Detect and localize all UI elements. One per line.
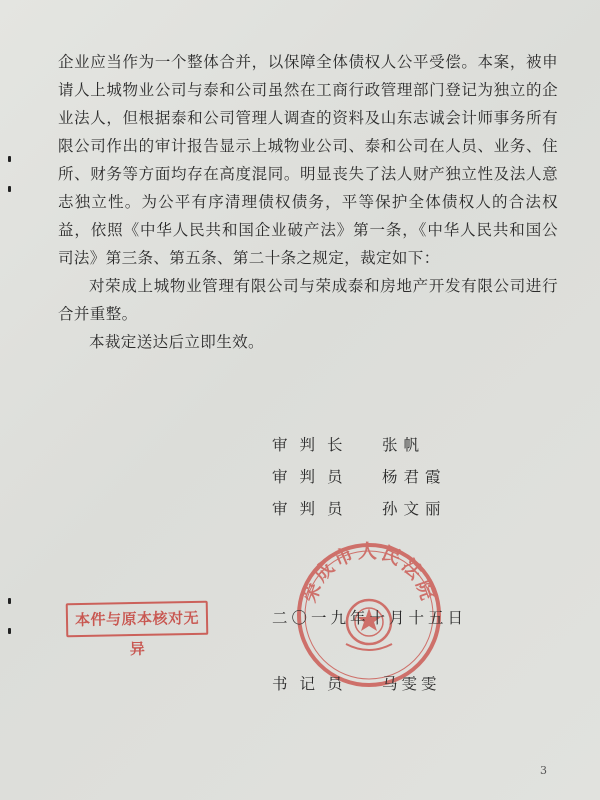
ruling-decision: 对荣成上城物业管理有限公司与荣成泰和房地产开发有限公司进行合并重整。 [58, 277, 558, 323]
signature-line [272, 434, 472, 456]
clerk-role: 书记员 [272, 675, 355, 693]
svg-text:荣成市人民法院 [298, 541, 441, 606]
ruling-body [58, 48, 558, 356]
seal-text: 荣成市人民法院 [298, 540, 440, 606]
signature-name: 杨君霞 [382, 468, 447, 486]
signature-line [272, 498, 472, 520]
certified-copy-stamp: 本件与原本核对无异 [66, 601, 209, 637]
signature-role: 审判员 [272, 500, 355, 518]
ruling-effect: 本裁定送达后立即生效。 [89, 333, 264, 351]
binding-hole-mark [8, 628, 11, 634]
binding-hole-mark [8, 156, 11, 162]
binding-hole-mark [8, 598, 11, 604]
clerk-name: 马雯雯 [382, 675, 441, 693]
signature-name: 孙文丽 [382, 500, 447, 518]
signature-line [272, 466, 472, 488]
signature-role: 审判长 [272, 436, 355, 454]
signature-role: 审判员 [272, 468, 355, 486]
signature-name: 张帆 [382, 436, 426, 454]
ruling-date: 二〇一九年十月十五日 [272, 609, 468, 627]
page-number: 3 [540, 764, 547, 777]
clerk-line [272, 672, 472, 694]
binding-hole-mark [8, 186, 11, 192]
ruling-paragraph: 企业应当作为一个整体合并，以保障全体债权人公平受偿。本案，被申请人上城物业公司与泰和公司虽然在工商行政管理部门登记为独立的企业法人，但根据泰和公司管理人调查的资料及山东志诚会计师事务所有限公司作出的审计报告显示上城物业公司、泰和公司在人员、业务、住所、财务等方面均存在高度混同。明显丧失了法人财产独立性及法人意志独立性。为公平有序清理债权债务，平等保护全体债权人的合法权益，依照《中华人民共和国企业破产法》第一条，《中华人民共和国公司法》第三条、第五条、第二十条之规定，裁定如下： [58, 53, 558, 267]
